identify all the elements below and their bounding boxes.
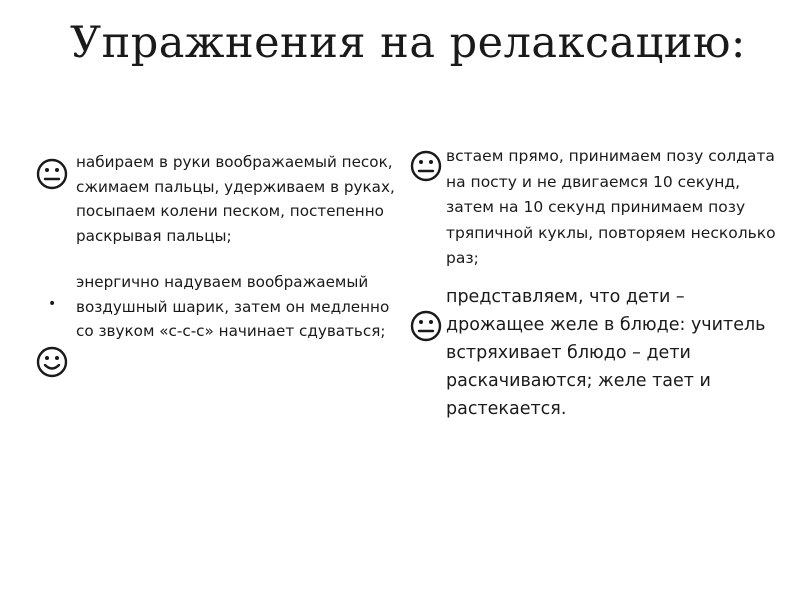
- left-column: [76, 150, 396, 344]
- neutral-face-icon: [36, 158, 68, 190]
- right-column: [446, 144, 776, 423]
- neutral-face-icon: [410, 310, 442, 342]
- neutral-face-icon: [410, 150, 442, 182]
- slide-title: Упражнения на релаксацию:: [70, 18, 746, 68]
- exercise-jelly: представляем, что дети – дрожащее желе в блюде: учитель встряхивает блюдо – дети раскачиваются; желе тает и растекается.: [446, 286, 766, 419]
- exercise-sand: набираем в руки воображаемый песок, сжимаем пальцы, удерживаем в руках, посыпаем колени песком, постепенно раскрывая пальцы;: [76, 153, 395, 245]
- exercise-soldier-doll: встаем прямо, принимаем позу солдата на посту и не двигаемся 10 секунд, затем на 10 секунд принимаем позу тряпичной куклы, повторяем несколько раз;: [446, 147, 776, 267]
- bullet-marker: •: [48, 296, 57, 312]
- exercise-balloon: энергично надуваем воображаемый воздушный шарик, затем он медленно со звуком «с-с-с» начинает сдуваться;: [76, 273, 390, 340]
- smiling-face-icon: [36, 346, 68, 378]
